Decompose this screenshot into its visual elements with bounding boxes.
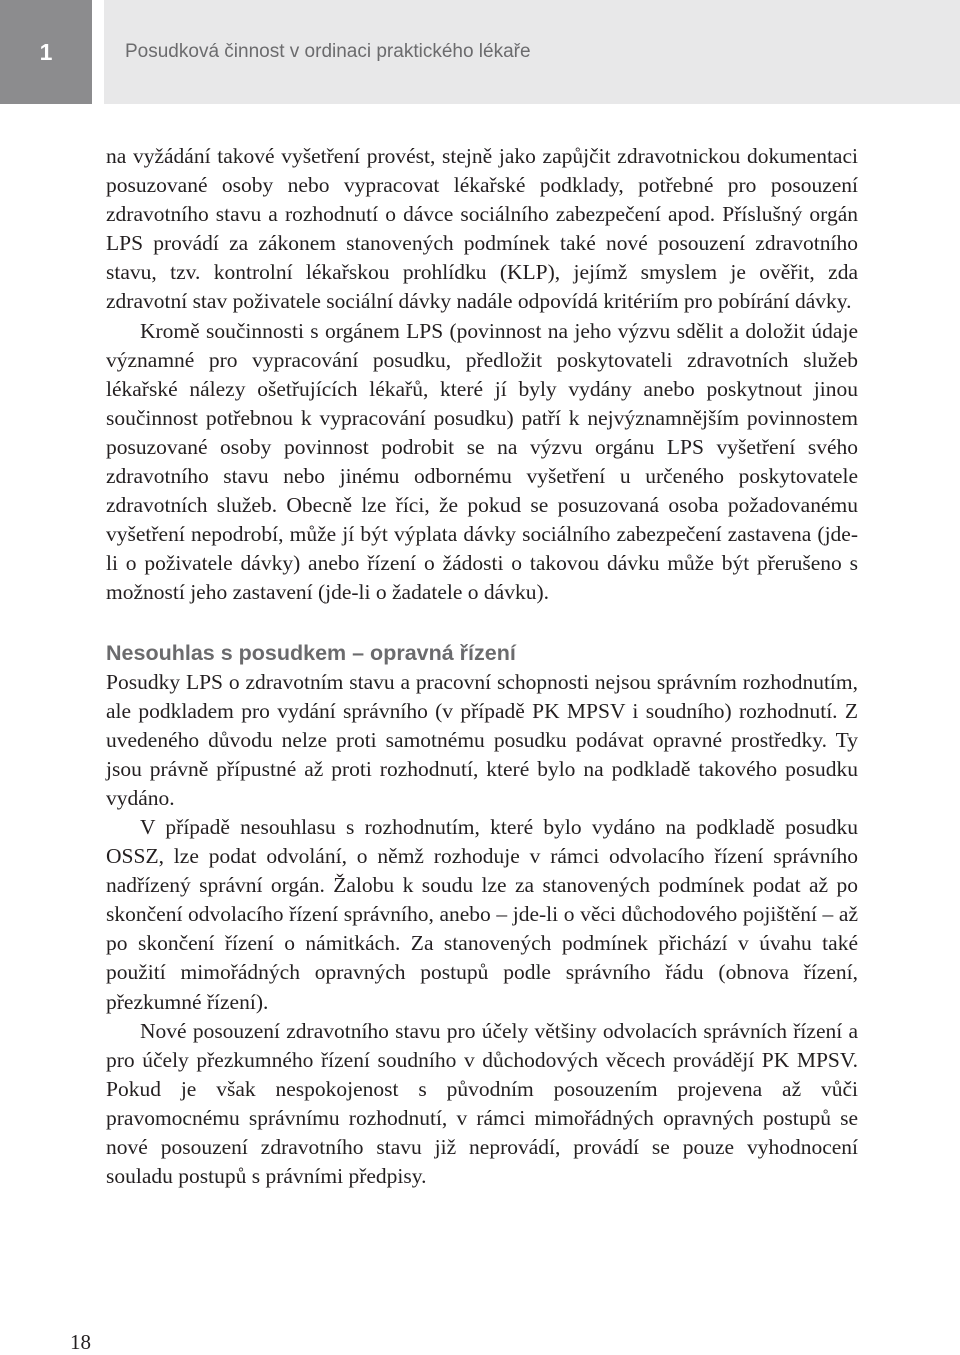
- body-text: [106, 142, 858, 1191]
- chapter-number: 1: [39, 38, 53, 65]
- paragraph: Posudky LPS o zdravotním stavu a pracovní schopnosti nejsou správním rozhodnutím, ale podkladem pro vydání správního (v případě PK MPSV i soudního) rozhodnutí. Z uvedeného důvodu nelze proti samotnému posudku podávat opravné prostředky. Ty jsou právně přípustné až proti rozhodnutí, které bylo na podkladě takového posudku vydáno.: [106, 669, 858, 810]
- page-number: 18: [70, 1330, 91, 1354]
- section-heading: Nesouhlas s posudkem – opravná řízení: [106, 640, 516, 665]
- paragraph: Nové posouzení zdravotního stavu pro účely většiny odvolacích správních řízení a pro účely přezkumného řízení soudního v důchodových věcech provádějí PK MPSV. Pokud je však nespokojenost s původním posouzením projevena až vůči pravomocnému správnímu rozhodnutí, v rámci mimořádných opravných postupů se nové posouzení zdravotního stavu již neprovádí, provádí se pouze vyhodnocení souladu postupů s právními předpisy.: [106, 1018, 858, 1189]
- paragraph: V případě nesouhlasu s rozhodnutím, které bylo vydáno na podkladě posudku OSSZ, lze podat odvolání, o němž rozhoduje v rámci odvolacího řízení správního nadřízený správní orgán. Žalobu k soudu lze za stanovených podmínek podat až po skončení odvolacího řízení správního, anebo – jde-li o věci důchodového pojištění – až po skončení řízení o námitkách. Za stanovených podmínek přichází v úvahu také použití mimořádných opravných postupů podle správního řádu (obnova řízení, přezkumné řízení).: [106, 814, 858, 1014]
- paragraph-continued: na vyžádání takové vyšetření provést, stejně jako zapůjčit zdravotnickou dokumentaci posuzované osoby nebo vypracovat lékařské podklady, potřebné pro posouzení zdravotního stavu a rozhodnutí o dávce sociálního zabezpečení apod. Příslušný orgán LPS provádí za zákonem stanovených podmínek také nové posouzení zdravotního stavu, tzv. kontrolní lékařskou prohlídku (KLP), jejímž smyslem je ověřit, zda zdravotní stav poživatele sociální dávky nadále odpovídá kritériím pro pobírání dávky.: [106, 144, 858, 314]
- paragraph: Kromě součinnosti s orgánem LPS (povinnost na jeho výzvu sdělit a doložit údaje významné pro vypracování posudku, předložit poskytovateli zdravotních služeb lékařské nálezy ošetřujících lékařů, které jí byly vydány anebo poskytnout jinou součinnost potřebnou k vypracování posudku) patří k nejvýznamnějším povinnostem posuzované osoby povinnost podrobit se na výzvu orgánu LPS vyšetření svého zdravotního stavu nebo jinému odbornému vyšetření u určeného poskytovatele zdravotních služeb. Obecně lze říci, že pokud se posuzovaná osoba požadovanému vyšetření nepodrobí, může jí být výplata dávky sociálního zabezpečení zastavena (jde-li o poživatele dávky) anebo řízení o žádosti o takovou dávku může být přerušeno s možností jeho zastavení (jde-li o žadatele o dávku).: [106, 318, 858, 605]
- running-header: [104, 0, 960, 104]
- chapter-number-box: [0, 0, 92, 104]
- chapter-title: Posudková činnost v ordinaci praktického lékaře: [125, 41, 531, 62]
